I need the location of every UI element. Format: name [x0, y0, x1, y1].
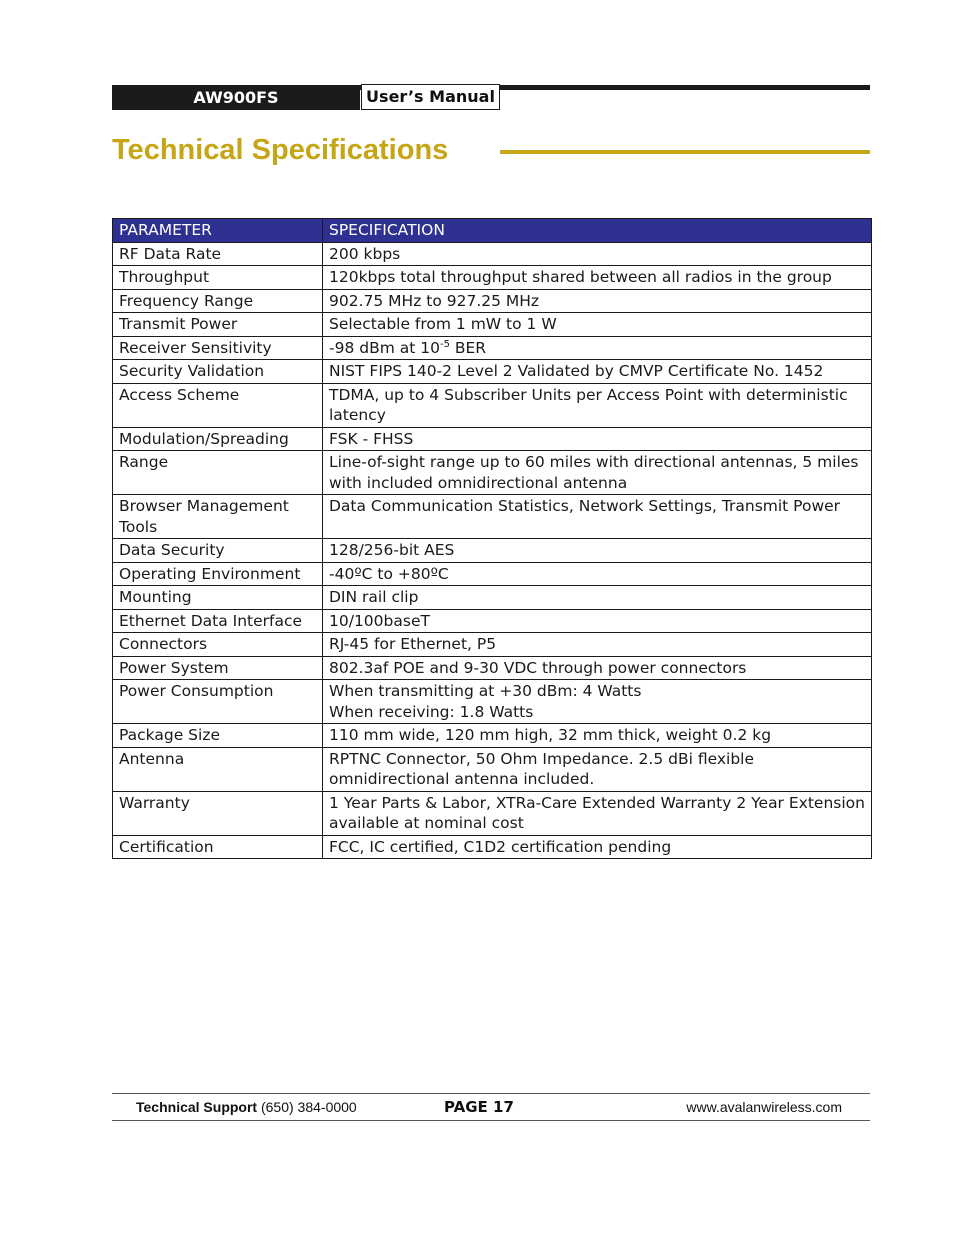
model-label: AW900FS [112, 86, 360, 110]
page-title: Technical Specifications [112, 134, 449, 166]
table-row [113, 266, 872, 290]
parameter-cell: Warranty [113, 791, 323, 835]
parameter-cell: Transmit Power [113, 313, 323, 337]
specification-text: 110 mm wide, 120 mm high, 32 mm thick, weight 0.2 kg [329, 726, 772, 744]
table-row [113, 336, 872, 360]
specification-text: 802.3af POE and 9-30 VDC through power connectors [329, 658, 747, 677]
specification-cell [323, 242, 872, 266]
table-row [113, 451, 872, 495]
specification-text: 10/100baseT [329, 611, 430, 630]
specification-cell [323, 747, 872, 791]
table-row [113, 791, 872, 835]
table-row [113, 539, 872, 563]
specification-text: RPTNC Connector, 50 Ohm Impedance. 2.5 dBi flexible omnidirectional antenna included. [329, 749, 755, 788]
specification-cell [323, 835, 872, 859]
specification-text-line2: When receiving: 1.8 Watts [329, 702, 534, 721]
column-header-specification: SPECIFICATION [323, 219, 872, 243]
specification-text: 1 Year Parts & Labor, XTRa-Care Extended Warranty 2 Year Extension available at nominal cost [329, 793, 865, 832]
specification-cell [323, 313, 872, 337]
support-phone: (650) 384-0000 [260, 1099, 357, 1115]
specification-text: NIST FIPS 140-2 Level 2 Validated by CMVP Certificate No. 1452 [329, 362, 824, 380]
parameter-cell: Security Validation [113, 360, 323, 384]
parameter-cell: Browser Management Tools [113, 495, 323, 539]
table-row [113, 313, 872, 337]
table-row [113, 289, 872, 313]
table-row [113, 242, 872, 266]
specification-text: TDMA, up to 4 Subscriber Units per Access Point with deterministic latency [329, 385, 848, 424]
specification-text: FCC, IC certified, C1D2 certification pending [329, 837, 672, 856]
table-row [113, 633, 872, 657]
table-row [113, 724, 872, 748]
footer-rule-top [112, 1093, 870, 1094]
specification-cell [323, 539, 872, 563]
parameter-cell: Antenna [113, 747, 323, 791]
parameter-cell: Throughput [113, 266, 323, 290]
specification-cell [323, 383, 872, 427]
table-row [113, 680, 872, 724]
parameter-cell: Data Security [113, 539, 323, 563]
specification-text: When transmitting at +30 dBm: 4 Watts [329, 682, 642, 700]
specification-text: RJ-45 for Ethernet, P5 [329, 635, 497, 653]
table-row [113, 586, 872, 610]
specification-cell [323, 586, 872, 610]
title-rule [500, 150, 870, 154]
parameter-cell: Mounting [113, 586, 323, 610]
footer-rule-bottom [112, 1120, 870, 1121]
specification-cell [323, 562, 872, 586]
specification-cell [323, 609, 872, 633]
specifications-table [112, 218, 872, 859]
support-label: Technical Support [136, 1099, 258, 1115]
specification-cell [323, 289, 872, 313]
table-row [113, 360, 872, 384]
specification-cell [323, 791, 872, 835]
parameter-cell: Range [113, 451, 323, 495]
specification-cell [323, 724, 872, 748]
table-header-row [113, 219, 872, 243]
specification-text: FSK - FHSS [329, 429, 414, 448]
table-row [113, 427, 872, 451]
manual-label: User’s Manual [361, 84, 500, 110]
page-number: PAGE 17 [444, 1098, 514, 1116]
specification-text: 128/256-bit AES [329, 541, 455, 559]
column-header-parameter: PARAMETER [113, 219, 323, 243]
parameter-cell: Frequency Range [113, 289, 323, 313]
specification-cell [323, 633, 872, 657]
specification-cell [323, 495, 872, 539]
exponent-text: -5 [439, 338, 450, 350]
parameter-cell: Receiver Sensitivity [113, 336, 323, 360]
parameter-cell: Modulation/Spreading [113, 427, 323, 451]
specification-cell [323, 427, 872, 451]
footer-support [136, 1098, 357, 1116]
specification-cell [323, 451, 872, 495]
specification-text: 902.75 MHz to 927.25 MHz [329, 291, 540, 310]
specification-text: -98 dBm at 10 [329, 338, 440, 357]
specification-text: Selectable from 1 mW to 1 W [329, 315, 557, 333]
specification-cell [323, 680, 872, 724]
table-row [113, 835, 872, 859]
parameter-cell: Certification [113, 835, 323, 859]
specification-cell [323, 336, 872, 360]
parameter-cell: Power System [113, 656, 323, 680]
table-row [113, 562, 872, 586]
specification-cell [323, 360, 872, 384]
specification-text: 120kbps total throughput shared between all radios in the group [329, 268, 832, 286]
website-url: www.avalanwireless.com [686, 1099, 842, 1115]
parameter-cell: Connectors [113, 633, 323, 657]
specification-text: 200 kbps [329, 244, 401, 263]
specification-text: DIN rail clip [329, 588, 419, 606]
table-row [113, 609, 872, 633]
parameter-cell: RF Data Rate [113, 242, 323, 266]
table-row [113, 656, 872, 680]
table-row [113, 747, 872, 791]
parameter-cell: Operating Environment [113, 562, 323, 586]
table-body [113, 242, 872, 859]
parameter-cell: Access Scheme [113, 383, 323, 427]
specification-text: Data Communication Statistics, Network Settings, Transmit Power [329, 497, 841, 515]
specification-cell [323, 656, 872, 680]
specification-text: -40ºC to +80ºC [329, 564, 449, 583]
specification-text: Line-of-sight range up to 60 miles with directional antennas, 5 miles with included omnidirectional antenna [329, 453, 859, 492]
parameter-cell: Package Size [113, 724, 323, 748]
table-row [113, 495, 872, 539]
specification-cell [323, 266, 872, 290]
table-row [113, 383, 872, 427]
specification-text-suffix: BER [449, 338, 487, 357]
parameter-cell: Ethernet Data Interface [113, 609, 323, 633]
parameter-cell: Power Consumption [113, 680, 323, 724]
